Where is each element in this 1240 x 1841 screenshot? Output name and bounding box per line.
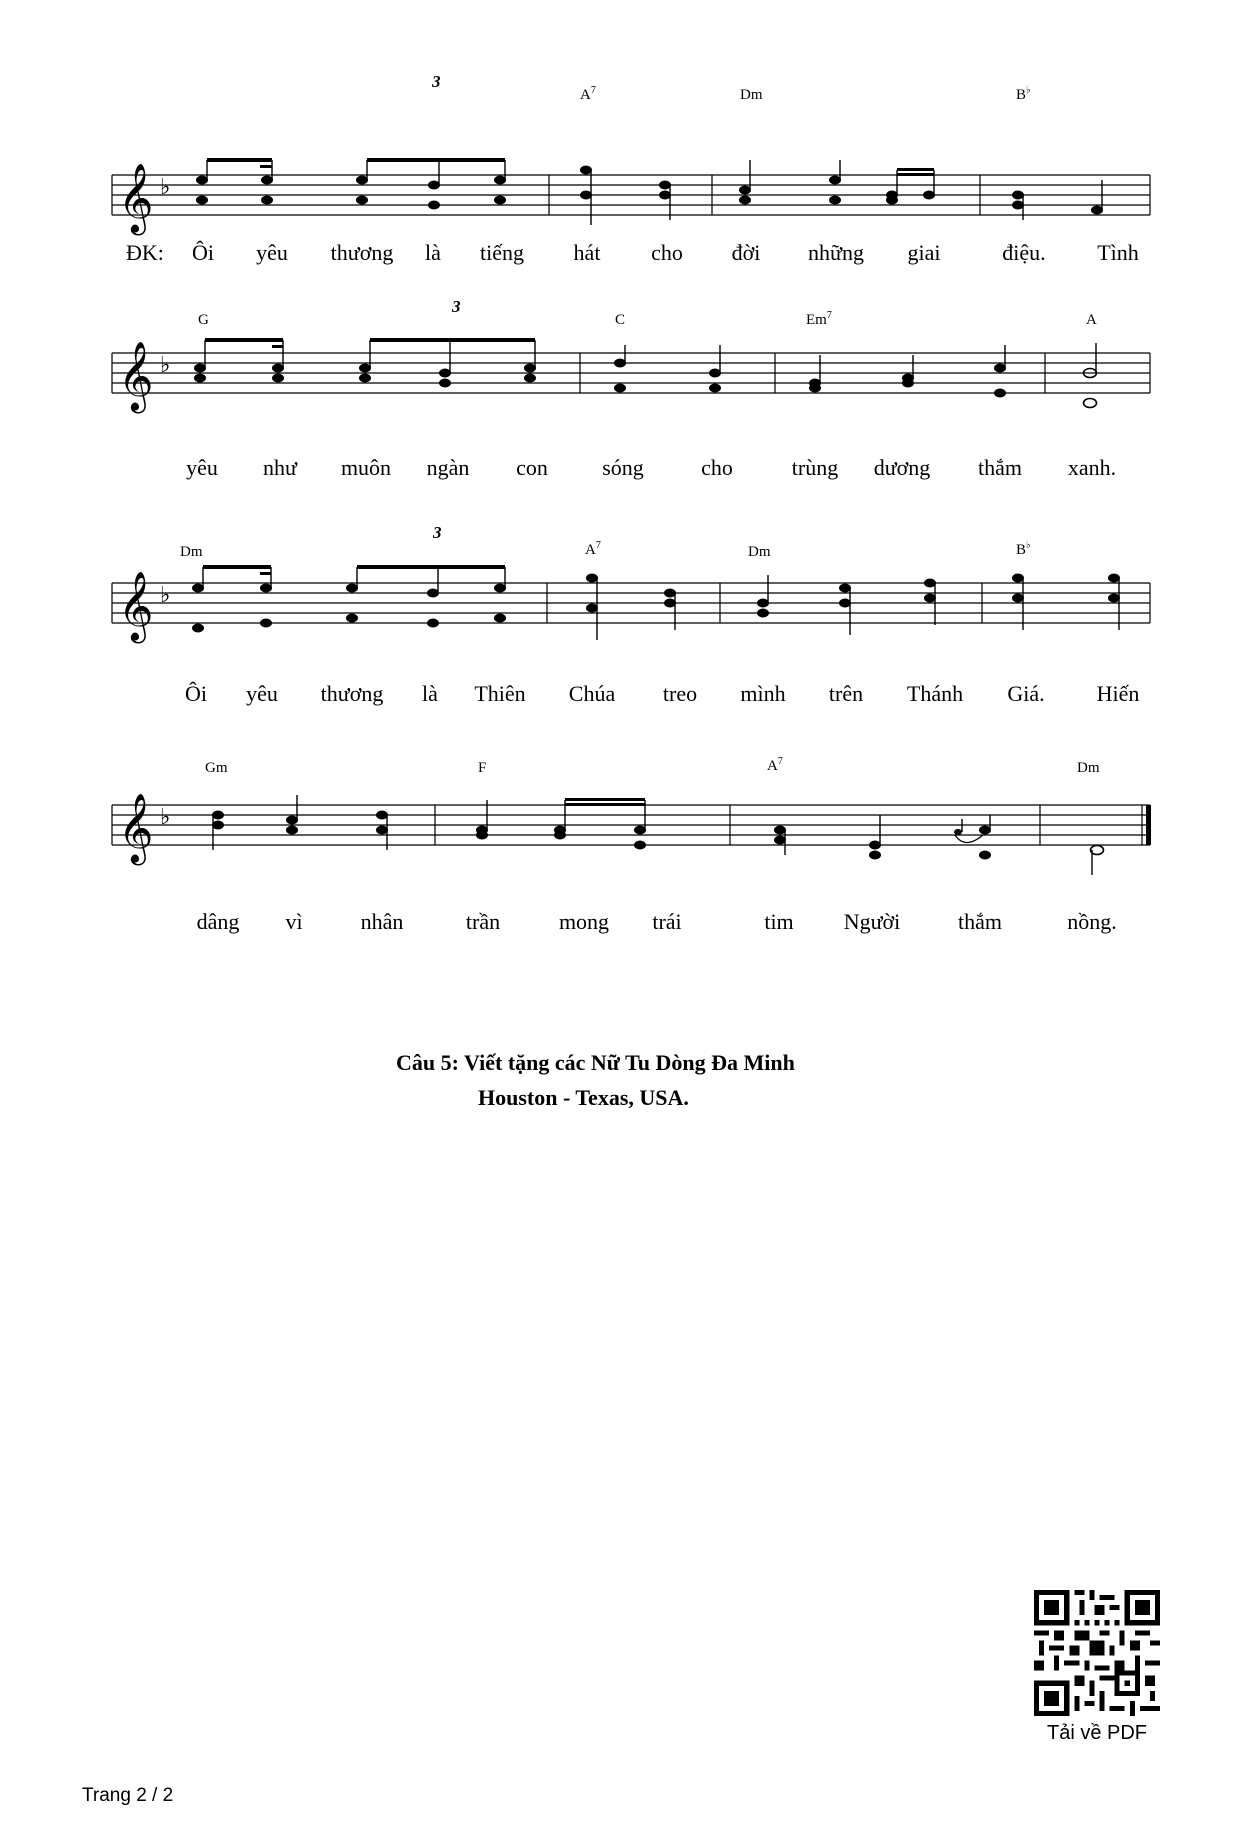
lyric-syllable: là	[425, 240, 441, 265]
chord-symbol: A	[1086, 312, 1097, 328]
triplet-marker: 3	[432, 72, 441, 91]
lyric-syllable: vì	[285, 909, 303, 934]
lyric-syllable: Thánh	[906, 681, 964, 706]
lyric-syllable: Người	[843, 909, 901, 934]
lyric-syllable: những	[808, 240, 864, 265]
chord-symbol: Dm	[180, 544, 203, 560]
lyric-syllable: muôn	[340, 455, 392, 480]
chord-symbol: B♭	[1016, 540, 1031, 558]
page-indicator: Trang 2 / 2	[82, 1785, 174, 1806]
lyric-syllable: thắm	[958, 909, 1002, 934]
lyric-syllable: treo	[662, 681, 698, 706]
lyric-syllable: yêu	[186, 455, 218, 480]
lyric-syllable: cho	[651, 240, 683, 265]
lyric-syllable: Tình	[1097, 240, 1139, 265]
lyric-syllable: cho	[701, 455, 733, 480]
lyric-syllable: tiếng	[480, 240, 524, 265]
lyric-syllable: trần	[465, 909, 501, 934]
music-system-2	[0, 285, 1240, 495]
lyric-syllable: ngàn	[426, 455, 470, 480]
staff-1	[0, 60, 1240, 270]
download-pdf-label[interactable]: Tải về PDF	[1046, 1722, 1148, 1744]
triplet-marker: 3	[452, 297, 461, 316]
lyric-syllable: là	[422, 681, 438, 706]
lyric-syllable: thương	[320, 681, 384, 706]
lyric-syllable: Chúa	[568, 681, 616, 706]
lyric-syllable: điệu.	[1002, 240, 1046, 265]
chord-symbol: $A^7$	[585, 540, 601, 558]
lyric-syllable: Ôi	[192, 240, 214, 265]
chord-symbol: B♭	[1016, 85, 1031, 103]
music-system-1	[0, 60, 1240, 270]
lyric-syllable: trùng	[791, 455, 839, 480]
music-system-4	[0, 735, 1240, 950]
lyric-syllable: hát	[573, 240, 601, 265]
lyric-syllable: trên	[828, 681, 864, 706]
svg-text:.: .	[200, 192, 203, 203]
svg-text:𝄞: 𝄞	[118, 793, 154, 863]
chord-symbol: F	[478, 760, 487, 776]
chord-symbol: Dm	[1077, 760, 1100, 776]
dedication-line-2: Houston - Texas, USA.	[478, 1085, 689, 1110]
lyric-syllable: nhân	[360, 909, 404, 934]
dedication-line-1: Câu 5: Viết tặng các Nữ Tu Dòng Đa Minh	[396, 1050, 795, 1075]
triplet-marker: 3	[433, 523, 442, 542]
lyric-syllable: mong	[558, 909, 610, 934]
lyric-syllable: Hiến	[1096, 681, 1140, 706]
lyric-syllable: yêu	[256, 240, 288, 265]
svg-text:♭: ♭	[160, 583, 171, 608]
lyric-syllable: đời	[731, 240, 761, 265]
lyric-syllable: mình	[740, 681, 786, 706]
lyric-syllable: thương	[330, 240, 394, 265]
lyric-syllable: Ôi	[185, 681, 207, 706]
lyric-syllable: dương	[873, 455, 931, 480]
svg-text:♭: ♭	[160, 353, 171, 378]
chord-symbol: Em$^7$	[806, 310, 832, 328]
lyric-syllable: tim	[764, 909, 794, 934]
svg-text:♭: ♭	[160, 175, 171, 200]
chord-symbol: Gm	[205, 760, 228, 776]
lyric-syllable: sóng	[602, 455, 644, 480]
music-system-3	[0, 505, 1240, 725]
lyric-syllable: xanh.	[1067, 455, 1117, 480]
lyric-syllable: giai	[907, 240, 941, 265]
qr-code-icon[interactable]	[1034, 1590, 1160, 1716]
lyric-syllable: trái	[652, 909, 682, 934]
svg-text:𝄞: 𝄞	[118, 163, 154, 233]
svg-text:𝄞: 𝄞	[118, 571, 154, 641]
lyric-syllable: Thiên	[474, 681, 526, 706]
lyric-syllable: nồng.	[1067, 909, 1117, 934]
lyric-syllable: yêu	[246, 681, 278, 706]
chord-symbol: G	[198, 312, 209, 328]
lyric-syllable: con	[516, 455, 548, 480]
svg-text:♭: ♭	[160, 805, 171, 830]
lyric-syllable: Giá.	[1007, 681, 1045, 706]
chord-symbol: $A^7$	[767, 756, 783, 774]
chord-symbol: Dm	[740, 87, 763, 103]
lyric-syllable: dâng	[196, 909, 240, 934]
chord-symbol: $A^7$	[580, 85, 596, 103]
chord-symbol: C	[615, 312, 626, 328]
lyric-syllable: như	[263, 455, 297, 480]
svg-text:𝄞: 𝄞	[118, 341, 154, 411]
chord-symbol: Dm	[748, 544, 771, 560]
staff-4	[0, 735, 1240, 950]
lyric-syllable: thắm	[978, 455, 1022, 480]
lyric-syllable: ĐK:	[126, 240, 164, 265]
